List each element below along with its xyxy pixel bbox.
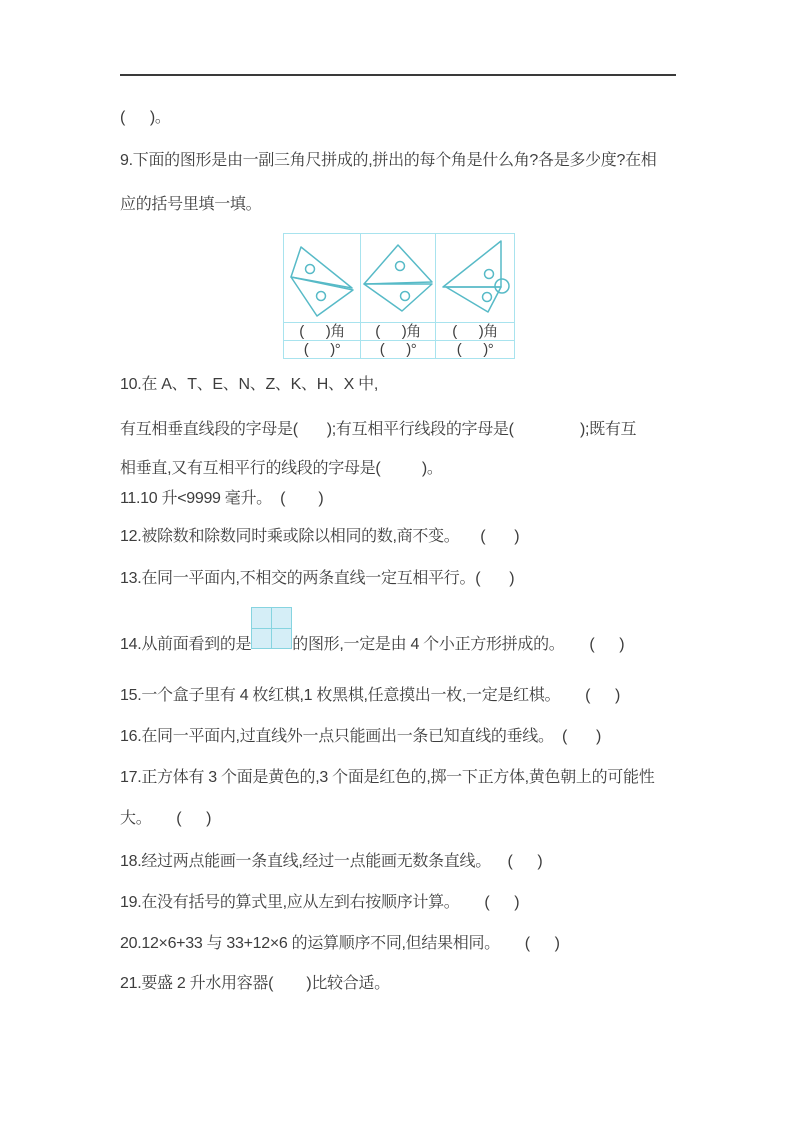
triangle-pair-figure-2	[361, 234, 436, 323]
square-grid-icon	[251, 607, 292, 649]
angle-blank-1: ( )角	[284, 323, 361, 341]
degree-blank-3: ( )°	[456, 341, 494, 358]
question-12: 12.被除数和除数同时乘或除以相同的数,商不变。 ( )	[120, 528, 520, 545]
triangle-pair-figure-3	[436, 234, 514, 323]
answer-blank-continuation: ( )。	[120, 109, 171, 126]
angle-blank-2: ( )角	[361, 323, 436, 341]
horizontal-rule	[120, 74, 676, 76]
triangle-pair-svg-3	[436, 234, 514, 322]
question-10-line-3: 相垂直,又有互相平行的线段的字母是( )。	[120, 460, 443, 477]
question-9-line-1: 9.下面的图形是由一副三角尺拼成的,拼出的每个角是什么角?各是多少度?在相	[120, 152, 657, 169]
degree-blank-1: ( )°	[284, 341, 361, 358]
question-10-line-2: 有互相垂直线段的字母是( );有互相平行线段的字母是( );既有互	[120, 421, 637, 438]
degree-blank-2: ( )°	[361, 341, 436, 358]
question-14-suffix: 的图形,一定是由 4 个小正方形拼成的。 ( )	[292, 636, 625, 653]
question-16: 16.在同一平面内,过直线外一点只能画出一条已知直线的垂线。 ( )	[120, 728, 602, 745]
question-13: 13.在同一平面内,不相交的两条直线一定互相平行。( )	[120, 570, 515, 587]
question-21: 21.要盛 2 升水用容器( )比较合适。	[120, 975, 390, 992]
triangle-pair-figure-1	[284, 234, 361, 323]
question-19: 19.在没有括号的算式里,应从左到右按顺序计算。 ( )	[120, 894, 520, 911]
question-14-prefix: 14.从前面看到的是	[120, 636, 252, 653]
question-17-line-1: 17.正方体有 3 个面是黄色的,3 个面是红色的,掷一下正方体,黄色朝上的可能性	[120, 769, 655, 786]
triangle-figure-table	[283, 233, 515, 359]
question-9-line-2: 应的括号里填一填。	[120, 196, 262, 213]
question-15: 15.一个盒子里有 4 枚红棋,1 枚黑棋,任意摸出一枚,一定是红棋。 ( )	[120, 687, 621, 704]
question-17-line-2: 大。 ( )	[120, 810, 212, 827]
triangle-pair-svg-1	[284, 234, 361, 322]
angle-blank-3: ( )角	[436, 323, 514, 341]
triangle-pair-svg-2	[361, 234, 436, 322]
question-18: 18.经过两点能画一条直线,经过一点能画无数条直线。 ( )	[120, 853, 543, 870]
question-11: 11.10 升<9999 毫升。 ( )	[120, 490, 324, 507]
question-10-line-1: 10.在 A、T、E、N、Z、K、H、X 中,	[120, 376, 379, 393]
question-20: 20.12×6+33 与 33+12×6 的运算顺序不同,但结果相同。 ( )	[120, 935, 560, 952]
question-14	[120, 607, 624, 655]
